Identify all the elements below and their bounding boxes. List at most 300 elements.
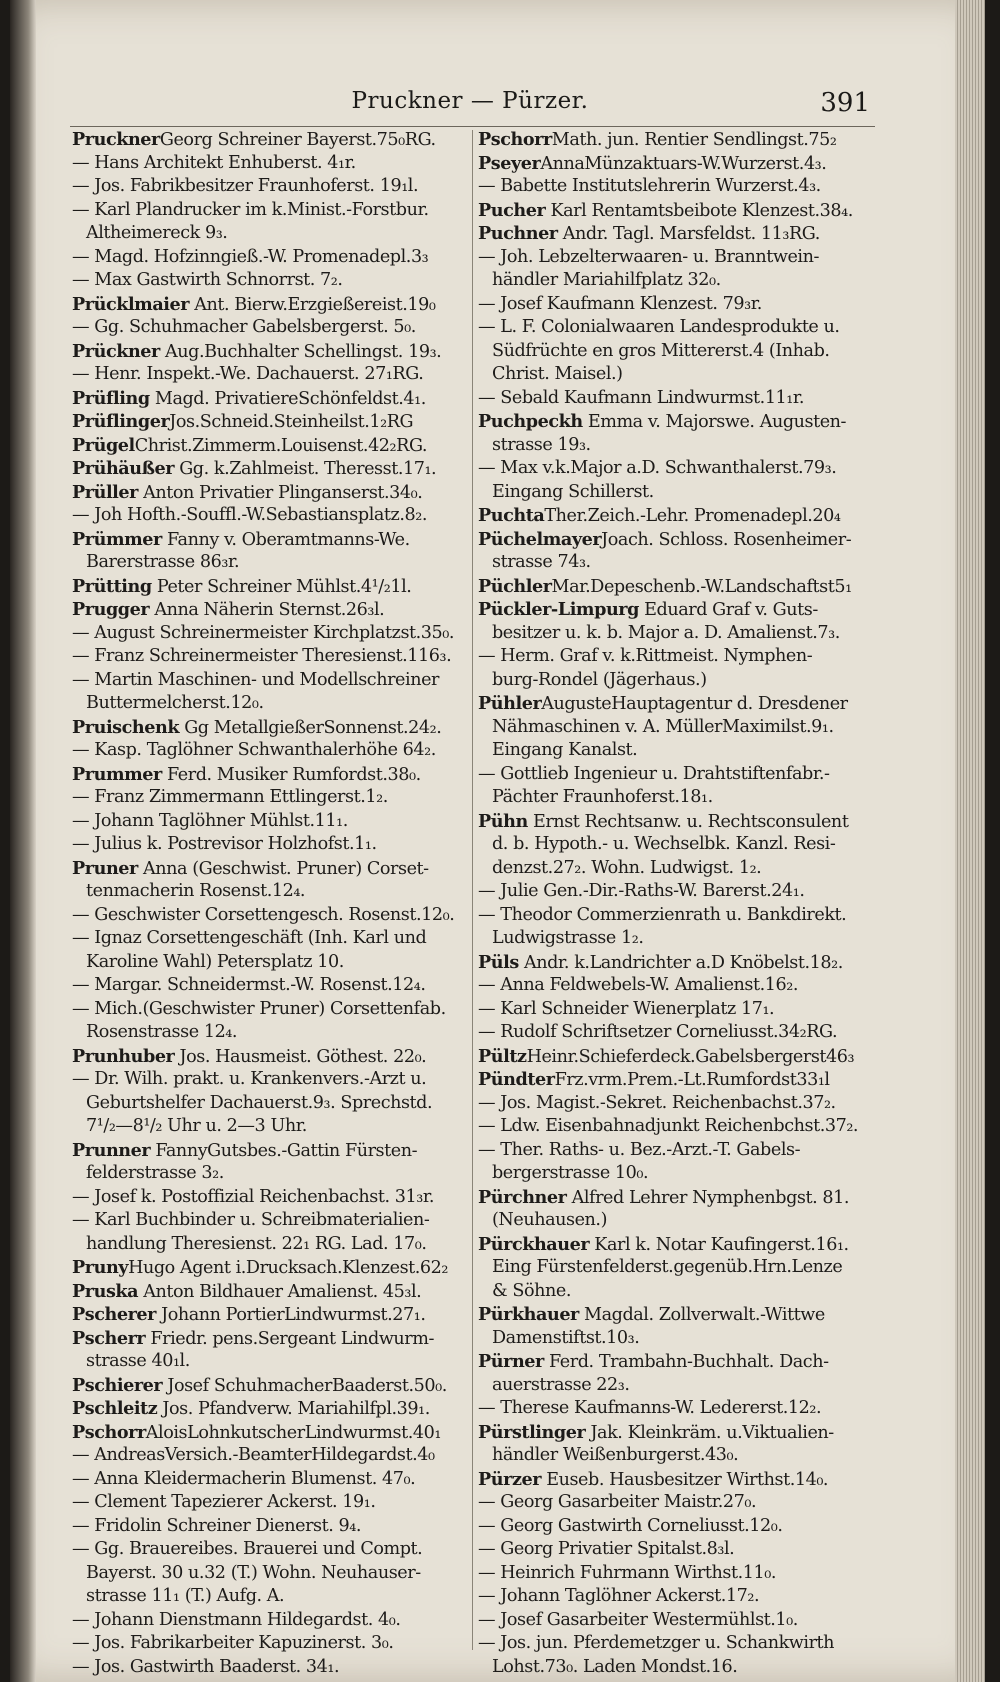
- entry-text: — August Schreinermeister Kirchplatzst.35₀.: [72, 622, 455, 643]
- entry-text: — Sebald Kaufmann Lindwurmst.11₁r.: [478, 387, 805, 408]
- page-header: [70, 88, 870, 122]
- entry-surname: Pseyer: [478, 152, 541, 174]
- directory-entry-line: [72, 293, 472, 317]
- directory-entry-line: [478, 1021, 878, 1045]
- directory-entry-line: [72, 1115, 472, 1139]
- directory-entry-line: [72, 1045, 472, 1069]
- directory-entry-line: [478, 481, 878, 505]
- directory-entry-line: [72, 974, 472, 998]
- directory-entry-line: [72, 1515, 472, 1539]
- entry-text: — Ldw. Eisenbahnadjunkt Reichenbchst.37₂.: [478, 1116, 859, 1136]
- entry-text: Johann PortierLindwurmst.27₁.: [155, 1305, 426, 1325]
- entry-text: Anton Bildhauer Amalienst. 45₃l.: [138, 1281, 422, 1302]
- directory-entry-line: [72, 128, 472, 152]
- entry-text: Andr. k.Landrichter a.D Knöbelst.18₂.: [518, 952, 843, 973]
- page-left-edge: [10, 0, 36, 1682]
- directory-entry-line: [72, 951, 472, 975]
- directory-entry-line: [72, 1609, 472, 1633]
- directory-entry-line: [72, 998, 472, 1022]
- directory-entry-line: [72, 434, 472, 458]
- entry-text: — Babette Institutslehrerin Wurzerst.4₃.: [478, 176, 821, 196]
- entry-text: Bayerst. 30 u.32 (T.) Wohn. Neuhauser-: [86, 1562, 421, 1583]
- entry-text: Fanny v. Oberamtmanns-We.: [161, 529, 410, 550]
- directory-entry-line: [478, 998, 878, 1022]
- directory-entry-line: [478, 857, 878, 881]
- entry-text: — Josef k. Postoffizial Reichenbachst. 31₃r.: [72, 1186, 435, 1207]
- entry-text: händler Weißenburgerst.43₀.: [492, 1445, 739, 1465]
- entry-text: Damenstiftst.10₃.: [492, 1327, 640, 1348]
- entry-text: Mar.Depeschenb.-W.Landschaftst5₁: [551, 576, 852, 597]
- directory-entry-line: [478, 293, 878, 317]
- entry-text: AnnaMünzaktuars-W.Wurzerst.4₃.: [540, 153, 827, 174]
- entry-surname: Pürckhauer: [478, 1233, 590, 1255]
- directory-entry-line: [478, 269, 878, 293]
- entry-text: Georg Schreiner Bayerst.75₀RG.: [159, 130, 436, 150]
- directory-entry-line: [72, 1421, 472, 1445]
- entry-text: händler Mariahilfplatz 32₀.: [492, 270, 721, 290]
- directory-entry-line: [72, 763, 472, 787]
- entry-text: — Henr. Inspekt.-We. Dachauerst. 27₁RG.: [72, 364, 424, 384]
- directory-entry-line: [72, 175, 472, 199]
- entry-text: — Hans Architekt Enhuberst. 4₁r.: [72, 152, 356, 173]
- directory-entry-line: [72, 1491, 472, 1515]
- entry-surname: Prunner: [72, 1139, 151, 1161]
- directory-entry-line: [478, 152, 878, 176]
- directory-entry-line: [72, 1303, 472, 1327]
- directory-entry-line: [72, 457, 472, 481]
- directory-entry-line: [478, 1538, 878, 1562]
- directory-entry-line: [478, 1256, 878, 1280]
- entry-text: d. b. Hypoth.- u. Wechselbk. Kanzl. Resi-: [492, 834, 836, 854]
- entry-text: felderstrasse 3₂.: [86, 1163, 224, 1183]
- directory-entry-line: [478, 316, 878, 340]
- directory-entry-line: [72, 1021, 472, 1045]
- entry-text: Südfrüchte en gros Mittererst.4 (Inhab.: [492, 340, 830, 361]
- entry-text: — Herm. Graf v. k.Rittmeist. Nymphen-: [478, 646, 813, 666]
- entry-text: — Geschwister Corsettengesch. Rosenst.12₀.: [72, 904, 455, 925]
- directory-entry-line: [478, 598, 878, 622]
- directory-entry-line: [72, 1468, 472, 1492]
- entry-text: Jak. Kleinkräm. u.Viktualien-: [585, 1422, 834, 1443]
- header-rule: [70, 126, 875, 127]
- directory-entry-line: [478, 387, 878, 411]
- directory-entry-line: [478, 880, 878, 904]
- entry-surname: Prüller: [72, 481, 138, 503]
- entry-text: Karl Rentamtsbeibote Klenzest.38₄.: [545, 200, 853, 221]
- directory-entry-line: [72, 387, 472, 411]
- entry-text: — Magd. Hofzinngieß.-W. Promenadepl.3₃: [72, 246, 429, 267]
- entry-surname: Pruner: [72, 857, 138, 879]
- entry-text: — Karl Plandrucker im k.Minist.-Forstbur.: [72, 199, 429, 220]
- directory-entry-line: [72, 669, 472, 693]
- entry-surname: Pürstlinger: [478, 1421, 586, 1443]
- page-number: 391: [820, 88, 870, 118]
- entry-text: — Julius k. Postrevisor Holzhofst.1₁.: [72, 834, 377, 854]
- directory-entry-line: [72, 575, 472, 599]
- entry-text: Math. jun. Rentier Sendlingst.75₂: [551, 130, 837, 150]
- directory-entry-line: [72, 1562, 472, 1586]
- entry-text: — Therese Kaufmanns-W. Ledererst.12₂.: [478, 1398, 822, 1418]
- entry-text: Eing Fürstenfelderst.gegenüb.Hrn.Lenze: [492, 1257, 843, 1277]
- directory-entry-line: [478, 175, 878, 199]
- entry-text: — Gg. Schuhmacher Gabelsbergerst. 5₀.: [72, 317, 416, 337]
- directory-entry-line: [72, 716, 472, 740]
- entry-surname: Püls: [478, 951, 519, 973]
- directory-entry-line: [478, 833, 878, 857]
- left-column: [72, 128, 472, 1679]
- running-head: Pruckner — Pürzer.: [351, 88, 589, 114]
- directory-entry-line: [72, 316, 472, 340]
- entry-text: — Franz Schreinermeister Theresienst.116₃.: [72, 646, 452, 666]
- directory-entry-line: [478, 763, 878, 787]
- entry-surname: Puchner: [478, 223, 558, 244]
- directory-entry-line: [478, 927, 878, 951]
- entry-text: Altheimereck 9₃.: [86, 223, 228, 243]
- directory-entry-line: [72, 692, 472, 716]
- entry-text: Frz.vrm.Prem.-Lt.Rumfordst33₁l: [554, 1070, 830, 1090]
- entry-surname: Pürchner: [478, 1186, 567, 1208]
- entry-surname: Pruska: [72, 1280, 139, 1302]
- entry-text: — Rudolf Schriftsetzer Corneliusst.34₂RG.: [478, 1022, 838, 1042]
- directory-entry-line: [72, 528, 472, 552]
- entry-text: Anton Privatier Plinganserst.34₀.: [137, 482, 423, 503]
- directory-entry-line: [72, 1209, 472, 1233]
- directory-entry-line: [478, 1045, 878, 1069]
- entry-text: AloisLohnkutscherLindwurmst.40₁: [145, 1422, 441, 1443]
- directory-entry-line: [478, 199, 878, 223]
- entry-text: Josef SchuhmacherBaaderst.50₀.: [162, 1375, 447, 1396]
- directory-entry-line: [72, 199, 472, 223]
- directory-entry-line: [478, 1397, 878, 1421]
- page-right-edge: [955, 0, 985, 1682]
- entry-surname: Prunhuber: [72, 1045, 175, 1067]
- entry-text: — Heinrich Fuhrmann Wirthst.11₀.: [478, 1562, 776, 1583]
- directory-entry-line: [72, 1585, 472, 1609]
- entry-surname: Prücklmaier: [72, 293, 190, 315]
- directory-entry-line: [478, 1444, 878, 1468]
- directory-entry-line: [478, 1162, 878, 1186]
- entry-text: Ludwigstrasse 1₂.: [492, 928, 644, 948]
- directory-entry-line: [478, 810, 878, 834]
- directory-entry-line: [478, 246, 878, 270]
- entry-text: — Johann Taglöhner Mühlst.11₁.: [72, 810, 348, 831]
- directory-entry-line: [478, 974, 878, 998]
- directory-entry-line: [72, 1538, 472, 1562]
- directory-entry-line: [478, 1209, 878, 1233]
- entry-surname: Pündter: [478, 1069, 555, 1090]
- entry-text: 7¹/₂—8¹/₂ Uhr u. 2—3 Uhr.: [86, 1116, 307, 1136]
- entry-text: Karl k. Notar Kaufingerst.16₁.: [589, 1234, 849, 1255]
- directory-entry-line: [478, 1233, 878, 1257]
- directory-entry-line: [72, 246, 472, 270]
- directory-entry-line: [72, 1092, 472, 1116]
- entry-text: — Johann Taglöhner Ackerst.17₂.: [478, 1586, 760, 1606]
- directory-entry-line: [478, 504, 878, 528]
- entry-text: — Georg Gastwirth Corneliusst.12₀.: [478, 1515, 783, 1536]
- directory-entry-line: [72, 786, 472, 810]
- entry-text: Christ.Zimmerm.Louisenst.42₂RG.: [134, 435, 428, 456]
- entry-text: Jos.Schneid.Steinheilst.1₂RG: [169, 412, 414, 432]
- directory-entry-line: [72, 152, 472, 176]
- directory-entry-line: [478, 692, 878, 716]
- directory-entry-line: [72, 410, 472, 434]
- entry-text: Ernst Rechtsanw. u. Rechtsconsulent: [527, 811, 849, 832]
- directory-entry-line: [478, 340, 878, 364]
- directory-entry-line: [72, 340, 472, 364]
- entry-text: Buttermelcherst.12₀.: [86, 693, 264, 713]
- entry-surname: Pschorr: [72, 1421, 146, 1443]
- entry-surname: Prugger: [72, 599, 150, 620]
- directory-entry-line: [478, 1491, 878, 1515]
- directory-entry-line: [478, 1068, 878, 1092]
- directory-entry-line: [478, 904, 878, 928]
- entry-text: Ant. Bierw.Erzgießereist.19₀: [189, 294, 436, 315]
- directory-entry-line: [478, 1656, 878, 1680]
- directory-entry-line: [478, 1092, 878, 1116]
- entry-text: Jos. Pfandverw. Mariahilfpl.39₁.: [157, 1399, 430, 1419]
- directory-entry-line: [478, 786, 878, 810]
- directory-entry-line: [72, 504, 472, 528]
- directory-entry-line: [72, 645, 472, 669]
- entry-text: — Josef Kaufmann Klenzest. 79₃r.: [478, 293, 762, 314]
- entry-text: Karoline Wahl) Petersplatz 10.: [86, 951, 344, 972]
- directory-entry-line: [478, 645, 878, 669]
- entry-text: — Ignaz Corsettengeschäft (Inh. Karl und: [72, 928, 427, 948]
- entry-text: — Gottlieb Ingenieur u. Drahtstiftenfabr.-: [478, 763, 830, 784]
- right-column: [478, 128, 878, 1679]
- directory-entry-line: [72, 810, 472, 834]
- entry-surname: Pühler: [478, 693, 542, 714]
- directory-page: [10, 0, 985, 1682]
- entry-surname: Pucher: [478, 199, 546, 221]
- directory-entry-line: [72, 1327, 472, 1351]
- entry-text: strasse 19₃.: [492, 434, 591, 455]
- directory-entry-line: [478, 528, 878, 552]
- entry-text: handlung Theresienst. 22₁ RG. Lad. 17₀.: [86, 1233, 427, 1254]
- directory-entry-line: [478, 1421, 878, 1445]
- entry-text: besitzer u. k. b. Major a. D. Amalienst.7₃.: [492, 622, 840, 643]
- entry-text: Christ. Maisel.): [492, 364, 623, 384]
- directory-entry-line: [478, 1609, 878, 1633]
- directory-entry-line: [72, 1233, 472, 1257]
- entry-text: — Jos. Fabrikbesitzer Fraunhoferst. 19₁l.: [72, 176, 419, 196]
- entry-text: Emma v. Majorswe. Augusten-: [582, 412, 847, 432]
- directory-entry-line: [72, 1162, 472, 1186]
- entry-text: Joach. Schloss. Rosenheimer-: [601, 529, 852, 550]
- directory-entry-line: [72, 1186, 472, 1210]
- directory-entry-line: [478, 1139, 878, 1163]
- entry-text: — Gg. Brauereibes. Brauerei und Compt.: [72, 1539, 423, 1559]
- directory-entry-line: [72, 1139, 472, 1163]
- entry-surname: Pückler-Limpurg: [478, 599, 639, 620]
- entry-text: — Jos. Fabrikarbeiter Kapuzinerst. 3₀.: [72, 1633, 394, 1653]
- entry-text: — Anna Feldwebels-W. Amalienst.16₂.: [478, 975, 799, 995]
- entry-text: burg-Rondel (Jägerhaus.): [492, 669, 707, 690]
- entry-text: Ferd. Trambahn-Buchhalt. Dach-: [543, 1352, 829, 1372]
- entry-text: auerstrasse 22₃.: [492, 1374, 630, 1395]
- entry-surname: Prühäußer: [72, 458, 175, 479]
- entry-surname: Prückner: [72, 340, 160, 362]
- entry-text: Eduard Graf v. Guts-: [638, 600, 818, 620]
- entry-text: Andr. Tagl. Marsfeldst. 11₃RG.: [557, 224, 820, 244]
- entry-surname: Prügel: [72, 434, 135, 456]
- entry-text: strasse 40₁l.: [86, 1351, 190, 1371]
- entry-text: — AndreasVersich.-BeamterHildegardst.4₀: [72, 1445, 435, 1465]
- directory-entry-line: [478, 222, 878, 246]
- directory-entry-line: [478, 434, 878, 458]
- entry-surname: Pürner: [478, 1351, 544, 1372]
- entry-text: Gg. k.Zahlmeist. Theresst.17₁.: [174, 459, 437, 479]
- entry-text: Pächter Fraunhoferst.18₁.: [492, 787, 713, 807]
- entry-text: — Max Gastwirth Schnorrst. 7₂.: [72, 270, 343, 290]
- entry-text: — Ther. Raths- u. Bez.-Arzt.-T. Gabels-: [478, 1139, 801, 1160]
- directory-entry-line: [72, 857, 472, 881]
- entry-text: Lohst.73₀. Laden Mondst.16.: [492, 1656, 738, 1677]
- entry-text: Gg MetallgießerSonnenst.24₂.: [179, 717, 442, 738]
- directory-entry-line: [478, 1115, 878, 1139]
- entry-text: — Clement Tapezierer Ackerst. 19₁.: [72, 1492, 376, 1512]
- directory-entry-line: [478, 551, 878, 575]
- directory-entry-line: [72, 1280, 472, 1304]
- entry-surname: Püchler: [478, 575, 552, 597]
- entry-surname: Prüflinger: [72, 411, 170, 432]
- directory-entry-line: [478, 1515, 878, 1539]
- directory-entry-line: [478, 1303, 878, 1327]
- entry-text: Aug.Buchhalter Schellingst. 19₃.: [159, 341, 442, 362]
- directory-entry-line: [72, 551, 472, 575]
- directory-entry-line: [478, 669, 878, 693]
- entry-text: Magd. PrivatiereSchönfeldst.4₁.: [149, 388, 426, 409]
- entry-text: Heinr.Schieferdeck.Gabelsbergerst46₃: [526, 1046, 855, 1067]
- directory-entry-line: [478, 716, 878, 740]
- entry-surname: Pschorr: [478, 129, 552, 150]
- entry-text: — Georg Gasarbeiter Maistr.27₀.: [478, 1492, 757, 1512]
- entry-text: tenmacherin Rosenst.12₄.: [86, 881, 306, 901]
- entry-text: — Max v.k.Major a.D. Schwanthalerst.79₃.: [478, 458, 837, 478]
- entry-surname: Pültz: [478, 1045, 527, 1067]
- entry-text: (Neuhausen.): [492, 1210, 607, 1230]
- entry-text: — Anna Kleidermacherin Blumenst. 47₀.: [72, 1468, 416, 1489]
- entry-surname: Pühn: [478, 810, 528, 832]
- directory-entry-line: [72, 363, 472, 387]
- directory-entry-line: [72, 739, 472, 763]
- entry-text: — Georg Privatier Spitalst.8₃l.: [478, 1539, 735, 1559]
- directory-entry-line: [72, 1350, 472, 1374]
- entry-text: — Joh. Lebzelterwaaren- u. Branntwein-: [478, 246, 819, 267]
- entry-text: strasse 11₁ (T.) Aufg. A.: [86, 1586, 285, 1606]
- directory-entry-line: [478, 457, 878, 481]
- entry-surname: Prütting: [72, 575, 152, 597]
- directory-entry-line: [72, 880, 472, 904]
- directory-entry-line: [72, 1444, 472, 1468]
- entry-text: Anna Näherin Sternst.26₃l.: [149, 600, 385, 620]
- directory-entry-line: [478, 1280, 878, 1304]
- directory-entry-line: [72, 222, 472, 246]
- entry-text: Ferd. Musiker Rumfordst.38₀.: [161, 764, 421, 785]
- column-divider: [472, 130, 473, 1650]
- directory-entry-line: [72, 833, 472, 857]
- entry-text: — Josef Gasarbeiter Westermühlst.1₀.: [478, 1609, 798, 1630]
- entry-text: Eingang Kanalst.: [492, 740, 638, 760]
- entry-text: — Karl Buchbinder u. Schreibmaterialien-: [72, 1210, 430, 1230]
- entry-surname: Pürkhauer: [478, 1304, 579, 1325]
- entry-surname: Prüfling: [72, 387, 150, 409]
- directory-entry-line: [72, 1256, 472, 1280]
- entry-surname: Pürzer: [478, 1468, 542, 1490]
- entry-surname: Prummer: [72, 763, 162, 785]
- entry-text: — Jos. jun. Pferdemetzger u. Schankwirth: [478, 1633, 835, 1653]
- entry-surname: Puchta: [478, 505, 545, 526]
- entry-text: AugusteHauptagentur d. Dresdener: [541, 694, 848, 714]
- entry-text: — Franz Zimmermann Ettlingerst.1₂.: [72, 787, 388, 807]
- directory-entry-line: [478, 622, 878, 646]
- entry-text: Anna (Geschwist. Pruner) Corset-: [137, 858, 429, 879]
- directory-entry-line: [478, 575, 878, 599]
- entry-text: Ther.Zeich.-Lehr. Promenadepl.20₄: [544, 506, 841, 526]
- directory-entry-line: [72, 598, 472, 622]
- directory-entry-line: [72, 481, 472, 505]
- entry-text: — Karl Schneider Wienerplatz 17₁.: [478, 998, 775, 1019]
- directory-entry-line: [478, 1468, 878, 1492]
- entry-surname: Pruny: [72, 1257, 129, 1278]
- directory-entry-line: [72, 269, 472, 293]
- entry-text: — Mich.(Geschwister Pruner) Corsettenfab.: [72, 998, 446, 1019]
- directory-entry-line: [478, 363, 878, 387]
- directory-entry-line: [72, 1374, 472, 1398]
- entry-surname: Pruischenk: [72, 716, 180, 738]
- directory-entry-line: [478, 951, 878, 975]
- entry-text: — Jos. Magist.-Sekret. Reichenbachst.37₂.: [478, 1092, 836, 1113]
- entry-text: Jos. Hausmeist. Göthest. 22₀.: [174, 1046, 427, 1067]
- entry-text: Euseb. Hausbesitzer Wirthst.14₀.: [541, 1469, 829, 1490]
- directory-entry-line: [478, 1327, 878, 1351]
- entry-text: — Theodor Commerzienrath u. Bankdirekt.: [478, 904, 847, 925]
- entry-text: — L. F. Colonialwaaren Landesprodukte u.: [478, 317, 840, 337]
- entry-text: Friedr. pens.Sergeant Lindwurm-: [145, 1328, 434, 1349]
- entry-text: Eingang Schillerst.: [492, 481, 654, 502]
- directory-entry-line: [72, 622, 472, 646]
- entry-surname: Pruckner: [72, 129, 160, 150]
- entry-text: — Dr. Wilh. prakt. u. Krankenvers.-Arzt u.: [72, 1069, 427, 1089]
- entry-text: — Kasp. Taglöhner Schwanthalerhöhe 64₂.: [72, 740, 436, 760]
- entry-text: strasse 74₃.: [492, 552, 591, 572]
- entry-text: Peter Schreiner Mühlst.4¹/₂1l.: [151, 576, 412, 597]
- directory-entry-line: [478, 1632, 878, 1656]
- entry-text: denzst.27₂. Wohn. Ludwigst. 1₂.: [492, 857, 762, 878]
- entry-text: Hugo Agent i.Drucksach.Klenzest.62₂: [128, 1258, 449, 1278]
- entry-surname: Pschierer: [72, 1374, 163, 1396]
- directory-entry-line: [478, 1374, 878, 1398]
- directory-entry-line: [72, 904, 472, 928]
- directory-entry-line: [72, 1397, 472, 1421]
- directory-entry-line: [72, 1632, 472, 1656]
- entry-text: Magdal. Zollverwalt.-Wittwe: [578, 1305, 825, 1325]
- directory-entry-line: [478, 1350, 878, 1374]
- entry-text: Geburtshelfer Dachauerst.9₃. Sprechstd.: [86, 1092, 433, 1113]
- entry-text: bergerstrasse 10₀.: [492, 1163, 649, 1183]
- directory-entry-line: [478, 739, 878, 763]
- entry-text: — Fridolin Schreiner Dienerst. 9₄.: [72, 1515, 362, 1536]
- entry-text: Nähmaschinen v. A. MüllerMaximilst.9₁.: [492, 716, 834, 737]
- entry-text: Alfred Lehrer Nymphenbgst. 81.: [566, 1187, 850, 1208]
- entry-surname: Pscherer: [72, 1304, 156, 1325]
- entry-text: FannyGutsbes.-Gattin Fürsten-: [150, 1140, 418, 1161]
- entry-surname: Prümmer: [72, 528, 162, 550]
- directory-entry-line: [478, 128, 878, 152]
- entry-text: — Margar. Schneidermst.-W. Rosenst.12₄.: [72, 975, 426, 995]
- entry-surname: Püchelmayer: [478, 528, 602, 550]
- directory-entry-line: [478, 1186, 878, 1210]
